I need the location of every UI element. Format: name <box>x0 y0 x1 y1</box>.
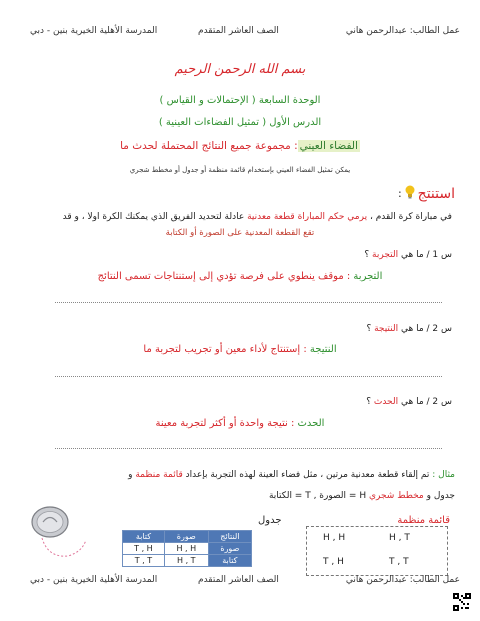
conclude-line1-start: في مباراة كرة القدم ، <box>367 212 452 222</box>
conclude-colon: : <box>397 187 402 200</box>
unit-title: الوحدة السابعة ( الإحتمالات و القياس ) <box>159 95 321 106</box>
conclude-title: استنتج <box>417 185 455 202</box>
organized-list-box <box>306 526 448 576</box>
basmala: بسم الله الرحمن الرحيم <box>174 62 306 77</box>
a2-term: النتيجة <box>309 344 337 355</box>
table-row-label: صورة <box>208 543 251 555</box>
q2-suffix: ؟ <box>366 324 375 334</box>
example-label: مثال : <box>432 470 455 480</box>
outcome-table-wrap <box>122 530 252 567</box>
example-text1: تم إلقاء قطعة معدنية مرتين ، مثل فضاء العينة لهذه التجربة بإعداد <box>182 470 433 480</box>
outcome-table <box>122 530 252 567</box>
representation-note: يمكن تمثيل الفضاء العيني بإستخدام قائمة منظمة أو جدول أو مخطط شجري <box>129 166 351 174</box>
table-row <box>123 543 252 555</box>
conclude-line1-rest: عادلة لتحديد الفريق الذي يمكنك الكرة أولاً ، و قد <box>62 212 248 222</box>
table-header-cell: النتائج <box>208 531 251 543</box>
conclude-heading <box>398 184 455 203</box>
q1-word: التجربة <box>372 250 399 260</box>
q1-prefix: س 1 / ما هي <box>398 250 452 260</box>
table-header-row <box>123 531 252 543</box>
header-school: المدرسة الأهلية الخيرية بنين - دبي <box>30 26 158 36</box>
definition-text: : مجموعة جميع النتائج المحتملة لحدث ما <box>120 140 298 152</box>
header-student: عمل الطالب: عبدالرحمن هاني <box>345 26 460 36</box>
list-item: T , H <box>323 557 344 567</box>
table-header-cell: كتابة <box>123 531 165 543</box>
example-line2-b: H = الصورة , T = الكتابة <box>268 491 369 501</box>
a1-term: التجربة <box>353 271 383 282</box>
a3-text: : نتيجة واحدة أو أكثر لتجربة معينة <box>155 418 298 429</box>
q1-suffix: ؟ <box>364 250 373 260</box>
definition <box>0 140 480 152</box>
q3-prefix: س 2 / ما هي <box>398 397 452 407</box>
q2-prefix: س 2 / ما هي <box>398 324 452 334</box>
organized-list-title: قائمة منظمة <box>397 515 450 526</box>
table-title: جدول <box>258 515 282 526</box>
example-text1-end: و <box>128 470 136 480</box>
q2-word: النتيجة <box>374 324 399 334</box>
table-cell: T , T <box>123 555 165 567</box>
conclude-line1 <box>20 212 452 222</box>
a3-term: الحدث <box>297 418 325 429</box>
example-line2 <box>269 491 455 501</box>
question-2 <box>366 324 452 334</box>
example-tree-word: مخطط شجري <box>368 491 424 501</box>
table-cell: H , H <box>164 543 208 555</box>
definition-term: الفضاء العيني <box>299 140 358 152</box>
footer-school: المدرسة الأهلية الخيرية بنين - دبي <box>30 575 158 585</box>
answer-line-2 <box>55 376 442 377</box>
list-item: T , T <box>389 557 409 567</box>
example-list-word: قائمة منظمة <box>135 470 183 480</box>
a2-text: : إستنتاج لأداء معين أو تجريب لتجربة ما <box>143 344 310 355</box>
lesson-title: الدرس الأول ( تمثيل الفضاءات العينية ) <box>158 117 322 128</box>
list-item: H , H <box>323 533 346 543</box>
footer-grade: الصف العاشر المتقدم <box>198 575 279 585</box>
answer-2 <box>0 344 480 355</box>
q3-word: الحدث <box>373 397 399 407</box>
answer-line-1 <box>55 302 442 303</box>
coin-icon <box>28 500 90 568</box>
header-grade: الصف العاشر المتقدم <box>198 26 279 36</box>
example-line1 <box>20 470 455 480</box>
table-cell: T , H <box>123 543 165 555</box>
table-header-cell: صورة <box>164 531 208 543</box>
qr-code-icon <box>453 593 471 615</box>
answer-1 <box>0 271 480 282</box>
example-line2-a: جدول و <box>423 491 455 501</box>
table-row <box>123 555 252 567</box>
answer-3 <box>0 418 480 429</box>
conclude-line2: تقع القطعة المعدنية على الصورة أو الكتابة <box>165 228 315 238</box>
footer-student: عمل الطالب: عبدالرحمن هاني <box>345 575 460 585</box>
table-row-label: كتابة <box>208 555 251 567</box>
list-item: H , T <box>389 533 410 543</box>
conclude-line1-highlight: يرمي حكم المباراة قطعة معدنية <box>247 212 368 222</box>
question-3 <box>366 397 452 407</box>
q3-suffix: ؟ <box>366 397 374 407</box>
lightbulb-icon <box>405 184 415 203</box>
question-1 <box>364 250 452 260</box>
answer-line-3 <box>55 448 442 449</box>
a1-text: : موقف ينطوي على فرصة تؤدي إلى إستنتاجات تسمى النتائج <box>97 271 354 282</box>
table-cell: H , T <box>164 555 208 567</box>
